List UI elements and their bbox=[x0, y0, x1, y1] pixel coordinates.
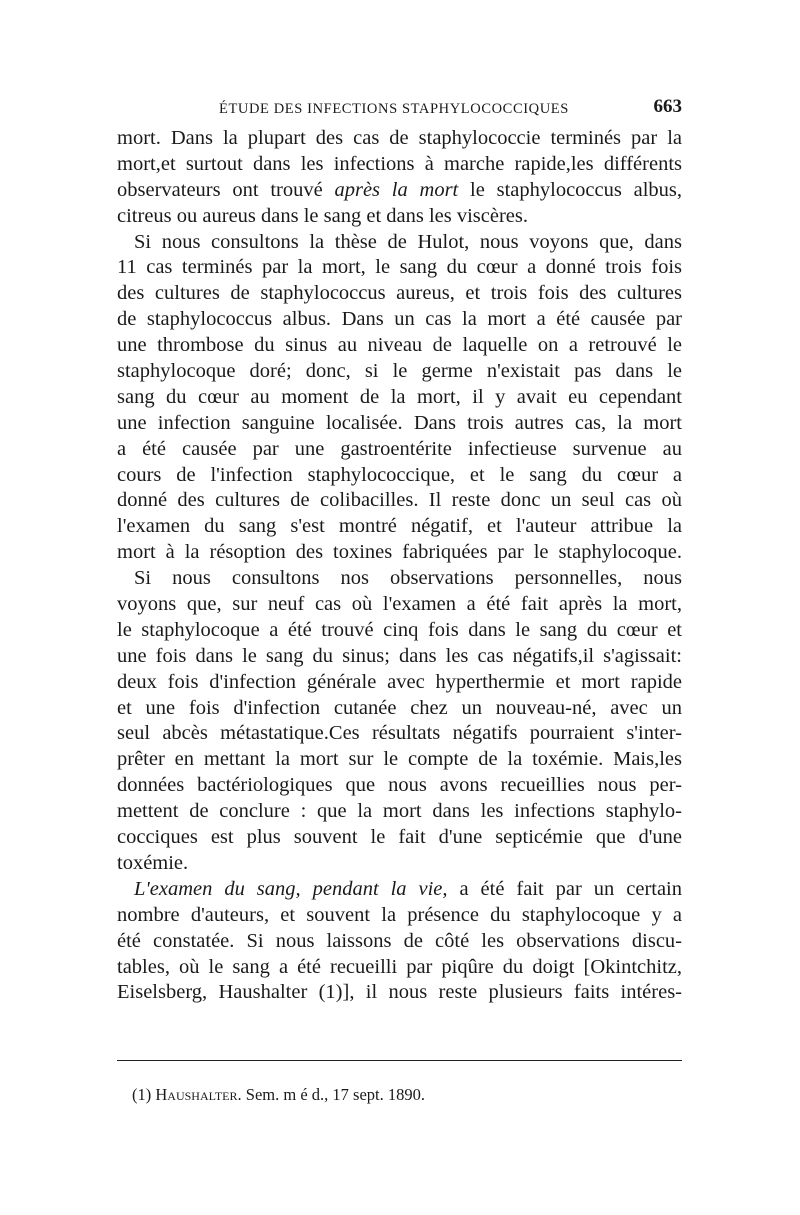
footnote-citation: Sem. m é d., 17 sept. 1890. bbox=[241, 1085, 425, 1104]
text-line: l'examen du sang s'est montré négatif, et l'auteur attribue la bbox=[117, 515, 682, 538]
page-header bbox=[117, 94, 682, 124]
text-line: tables, où le sang a été recueilli par piqûre du doigt [Okintchitz, bbox=[117, 955, 682, 978]
text-line: et une fois d'infection cutanée chez un nouveau-né, avec un bbox=[117, 696, 682, 719]
italic-phrase: L'examen du sang, pendant la vie, bbox=[134, 877, 448, 900]
text-line: toxémie. bbox=[117, 851, 189, 874]
text-line: observateurs ont trouvé après la mort le staphylococcus albus, bbox=[117, 178, 682, 201]
text-line: de staphylococcus albus. Dans un cas la mort a été causée par bbox=[117, 308, 682, 331]
text-line: données bactériologiques que nous avons recueillies nous per- bbox=[117, 774, 682, 797]
text-line: Eiselsberg, Haushalter (1)], il nous reste plusieurs faits intéres- bbox=[117, 981, 682, 1004]
text-line: 11 cas terminés par la mort, le sang du cœur a donné trois fois bbox=[117, 256, 682, 279]
page-number: 663 bbox=[653, 96, 682, 117]
body-text bbox=[117, 126, 682, 1006]
text-line: voyons que, sur neuf cas où l'examen a été fait après la mort, bbox=[117, 593, 682, 616]
text-line: cocciques est plus souvent le fait d'une septicémie que d'une bbox=[117, 826, 682, 849]
italic-phrase: après la mort bbox=[334, 178, 459, 201]
text-line: une infection sanguine localisée. Dans trois autres cas, la mort bbox=[117, 411, 682, 434]
text-line: staphylocoque doré; donc, si le germe n'existait pas dans le bbox=[117, 360, 682, 383]
text-line: des cultures de staphylococcus aureus, et trois fois des cultures bbox=[117, 282, 682, 305]
text-line: citreus ou aureus dans le sang et dans les viscères. bbox=[117, 204, 529, 227]
text-line: seul abcès métastatique.Ces résultats négatifs pourraient s'inter- bbox=[117, 722, 682, 745]
text-line: L'examen du sang, pendant la vie, a été fait par un certain bbox=[134, 877, 682, 900]
text-line: donné des cultures de colibacilles. Il reste donc un seul cas où bbox=[117, 489, 682, 512]
text-line: mort à la résoption des toxines fabriquées par le staphylocoque. bbox=[117, 541, 682, 564]
footnote bbox=[132, 1085, 425, 1105]
text-line: cours de l'infection staphylococcique, et le sang du cœur a bbox=[117, 463, 682, 486]
text-line: Si nous consultons nos observations personnelles, nous bbox=[134, 567, 682, 590]
text-line: le staphylocoque a été trouvé cinq fois dans le sang du cœur et bbox=[117, 618, 682, 641]
text-line: nombre d'auteurs, et souvent la présence du staphylocoque y a bbox=[117, 903, 682, 926]
text-line: sang du cœur au moment de la mort, il y avait eu cependant bbox=[117, 385, 682, 408]
text-line: mort,et surtout dans les infections à marche rapide,les différents bbox=[117, 152, 682, 175]
text-line: une thrombose du sinus au niveau de laquelle on a retrouvé le bbox=[117, 334, 682, 357]
footnote-author: Haushalter. bbox=[155, 1085, 242, 1104]
text-line: mettent de conclure : que la mort dans les infections staphylo- bbox=[117, 800, 682, 823]
text-line: deux fois d'infection générale avec hyperthermie et mort rapide bbox=[117, 670, 682, 693]
text-line: une fois dans le sang du sinus; dans les cas négatifs,il s'agissait: bbox=[117, 644, 682, 667]
footnote-divider bbox=[117, 1060, 682, 1061]
text-line: Si nous consultons la thèse de Hulot, nous voyons que, dans bbox=[134, 230, 682, 253]
text-line: prêter en mettant la mort sur le compte de la toxémie. Mais,les bbox=[117, 748, 682, 771]
text-line: mort. Dans la plupart des cas de staphylococcie terminés par la bbox=[117, 127, 682, 149]
text-line: a été causée par une gastroentérite infectieuse survenue au bbox=[117, 437, 682, 460]
footnote-marker: (1) bbox=[132, 1085, 156, 1104]
text-line: été constatée. Si nous laissons de côté les observations discu- bbox=[117, 929, 682, 952]
running-title: ÉTUDE DES INFECTIONS STAPHYLOCOCCIQUES bbox=[219, 101, 569, 117]
